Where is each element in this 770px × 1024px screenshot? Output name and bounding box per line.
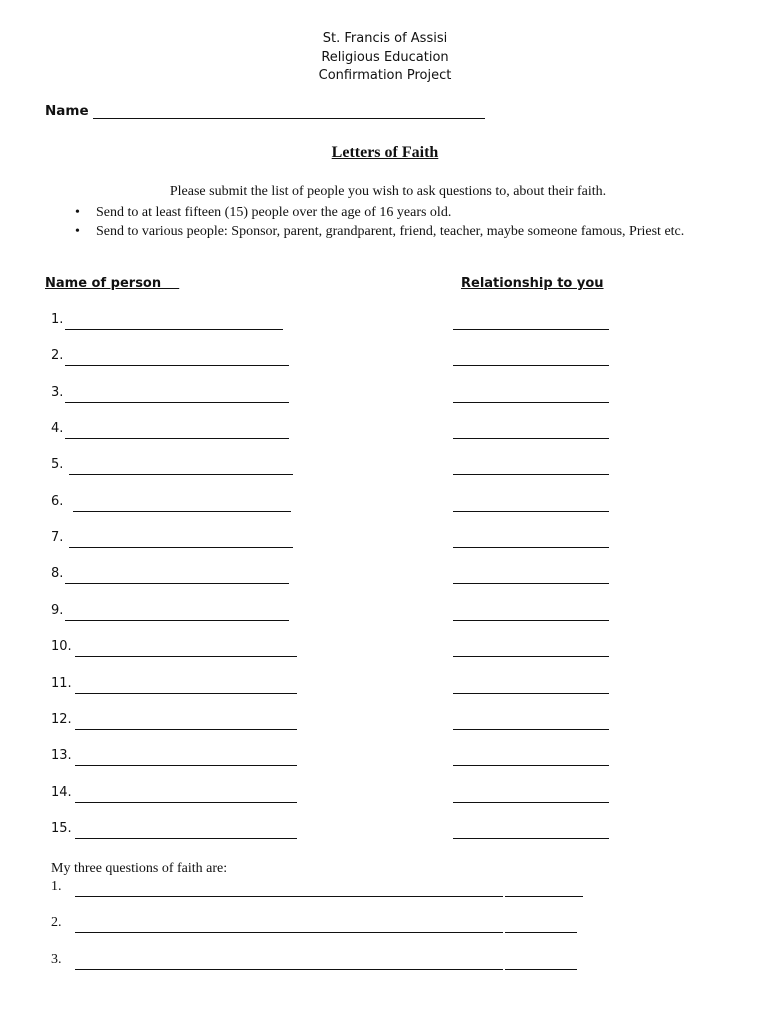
person-name-line[interactable] — [69, 474, 293, 475]
person-row — [51, 676, 611, 696]
row-number: 4. — [51, 421, 64, 437]
person-name-line[interactable] — [65, 620, 289, 621]
bullet-icon: • — [75, 224, 80, 239]
row-number: 13. — [51, 748, 72, 764]
person-row — [51, 312, 611, 332]
person-row — [51, 457, 611, 477]
person-row — [51, 785, 611, 805]
question-answer-line-extension[interactable] — [505, 969, 577, 970]
question-row — [51, 879, 591, 899]
row-number: 6. — [51, 493, 64, 509]
person-name-line[interactable] — [75, 693, 297, 694]
row-number: 12. — [51, 711, 72, 727]
relationship-line[interactable] — [453, 547, 609, 548]
header-parish: St. Francis of Assisi — [322, 31, 448, 46]
header-project: Confirmation Project — [318, 68, 452, 83]
relationship-line[interactable] — [453, 765, 609, 766]
person-name-line[interactable] — [65, 438, 289, 439]
relationship-line[interactable] — [453, 402, 609, 403]
person-name-line[interactable] — [75, 838, 297, 839]
bullet-text: Send to various people: Sponsor, parent, grandparent, friend, teacher, maybe someone famous, Priest etc. — [96, 224, 685, 239]
relationship-line[interactable] — [453, 365, 609, 366]
instruction-bullets — [70, 203, 715, 241]
relationship-line[interactable] — [453, 583, 609, 584]
person-name-line[interactable] — [65, 365, 289, 366]
person-row — [51, 821, 611, 841]
person-name-line[interactable] — [65, 402, 289, 403]
person-row — [51, 603, 611, 623]
relationship-line[interactable] — [453, 656, 609, 657]
person-name-line[interactable] — [65, 329, 283, 330]
question-answer-line[interactable] — [75, 896, 503, 897]
questions-heading: My three questions of faith are: — [51, 861, 228, 876]
question-number: 1. — [51, 879, 62, 894]
column-header-name: Name of person — [45, 276, 180, 291]
row-number: 14. — [51, 784, 72, 800]
bullet-item — [70, 203, 715, 222]
question-answer-line-extension[interactable] — [505, 932, 577, 933]
relationship-line[interactable] — [453, 693, 609, 694]
person-row — [51, 385, 611, 405]
row-number: 8. — [51, 566, 64, 582]
person-name-line[interactable] — [75, 802, 297, 803]
question-number: 2. — [51, 915, 62, 930]
question-row — [51, 952, 591, 972]
person-name-line[interactable] — [75, 729, 297, 730]
row-number: 3. — [51, 384, 64, 400]
name-field-line[interactable] — [93, 104, 485, 119]
person-name-line[interactable] — [69, 547, 293, 548]
row-number: 2. — [51, 348, 64, 364]
person-name-line[interactable] — [75, 765, 297, 766]
relationship-line[interactable] — [453, 511, 609, 512]
row-number: 5. — [51, 457, 64, 473]
student-name-row — [45, 103, 485, 119]
relationship-line[interactable] — [453, 438, 609, 439]
relationship-line[interactable] — [453, 620, 609, 621]
row-number: 9. — [51, 602, 64, 618]
person-row — [51, 566, 611, 586]
instructions-text: Please submit the list of people you wish to ask questions to, about their faith. — [169, 184, 607, 199]
person-row — [51, 748, 611, 768]
name-label: Name — [45, 103, 89, 119]
relationship-line[interactable] — [453, 474, 609, 475]
relationship-line[interactable] — [453, 802, 609, 803]
person-row — [51, 348, 611, 368]
person-name-line[interactable] — [75, 656, 297, 657]
question-answer-line[interactable] — [75, 932, 503, 933]
question-answer-line-extension[interactable] — [505, 896, 583, 897]
question-answer-line[interactable] — [75, 969, 503, 970]
row-number: 11. — [51, 675, 72, 691]
header-program: Religious Education — [321, 49, 449, 65]
bullet-text: Send to at least fifteen (15) people over the age of 16 years old. — [96, 205, 452, 220]
page-title: Letters of Faith — [331, 144, 439, 161]
row-number: 1. — [51, 312, 64, 327]
relationship-line[interactable] — [453, 838, 609, 839]
person-name-line[interactable] — [65, 583, 289, 584]
question-number: 3. — [51, 952, 62, 967]
person-name-line[interactable] — [73, 511, 291, 512]
column-header-relationship: Relationship to you — [461, 276, 604, 291]
person-row — [51, 712, 611, 732]
row-number: 15. — [51, 820, 72, 836]
row-number: 7. — [51, 530, 64, 546]
relationship-line[interactable] — [453, 329, 609, 330]
person-row — [51, 421, 611, 441]
document-header — [0, 30, 770, 86]
person-row — [51, 494, 611, 514]
question-row — [51, 915, 591, 935]
row-number: 10. — [51, 639, 72, 655]
bullet-icon: • — [75, 205, 80, 220]
bullet-item — [70, 222, 715, 241]
person-row — [51, 530, 611, 550]
relationship-line[interactable] — [453, 729, 609, 730]
person-row — [51, 639, 611, 659]
